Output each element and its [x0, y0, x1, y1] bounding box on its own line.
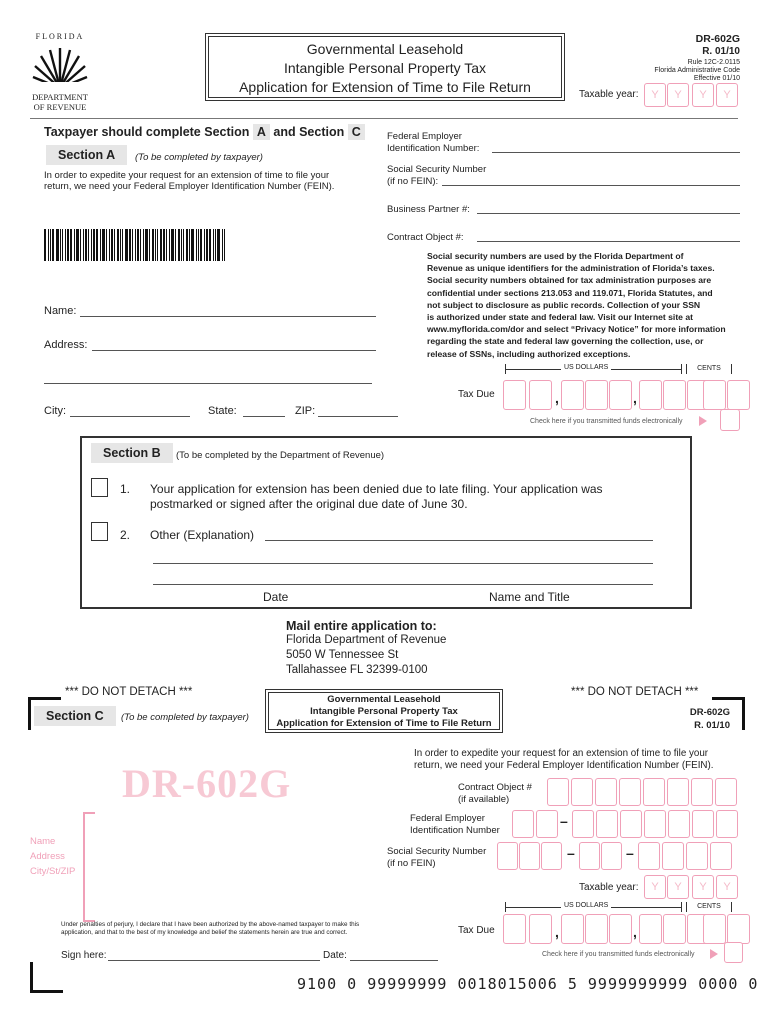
- ssn-notice-line: confidential under sections 213.053 and 119.071, Florida Statutes, and: [427, 287, 713, 298]
- city-state-zip-hint: City/St/ZIP: [30, 866, 76, 877]
- section-a-note: (To be completed by taxpayer): [135, 152, 263, 163]
- dollar-digit-box[interactable]: [639, 914, 662, 944]
- barcode-bar: [163, 229, 165, 261]
- fein-digit-box[interactable]: [620, 810, 642, 838]
- section-c-title-1: Governmental Leasehold: [327, 694, 441, 705]
- taxable-year-box-2[interactable]: Y: [667, 83, 689, 107]
- c-taxable-year-label: Taxable year:: [579, 882, 639, 893]
- ssn-dash: –: [626, 845, 634, 861]
- barcode-bar: [191, 229, 194, 261]
- name-hint: Name: [30, 836, 56, 847]
- barcode-bar: [206, 229, 208, 261]
- fein-expedite-line1: In order to expedite your request for an extension of time to file your: [44, 170, 330, 181]
- date-label: Date: [263, 590, 289, 604]
- form-revision: R. 01/10: [702, 46, 740, 57]
- tax-due-label: Tax Due: [458, 389, 495, 400]
- logo-bottom-text-2: OF REVENUE: [33, 102, 87, 112]
- city-field[interactable]: [70, 416, 190, 417]
- barcode-bar: [85, 229, 87, 261]
- item-2-label: Other (Explanation): [150, 528, 255, 542]
- dollar-digit-box[interactable]: [639, 380, 662, 410]
- barcode-bar: [60, 229, 61, 261]
- section-c-title-box: [265, 689, 503, 733]
- ssn-notice-line: not subject to disclosure as public records. Collection of your SSN: [427, 299, 701, 310]
- dollar-digit-box[interactable]: [663, 380, 686, 410]
- logo-top-text: FLORIDA: [35, 32, 85, 41]
- barcode-bar: [181, 229, 182, 261]
- zip-label: ZIP:: [295, 405, 316, 417]
- barcode-bar: [189, 229, 190, 261]
- barcode-bar: [96, 229, 98, 261]
- ssn-boxes: [497, 842, 742, 870]
- name-title-label: Name and Title: [489, 590, 570, 604]
- dollar-digit-box[interactable]: [585, 914, 608, 944]
- barcode-bar: [169, 229, 170, 261]
- cents-digit-box[interactable]: [727, 380, 750, 410]
- effective-date: Effective 01/10: [693, 75, 740, 82]
- ssn-digit-box[interactable]: [519, 842, 540, 870]
- dollar-digit-box[interactable]: [663, 914, 686, 944]
- thousands-separator: ,: [633, 390, 637, 406]
- ssn-digit-box[interactable]: [662, 842, 684, 870]
- barcode-bar: [152, 229, 154, 261]
- business-partner-label: Business Partner #:: [387, 204, 470, 215]
- ssn-notice-line: Social security numbers obtained for tax administration purposes are: [427, 275, 712, 286]
- fein-field[interactable]: [492, 152, 740, 153]
- barcode-bar: [88, 229, 89, 261]
- c-date-label: Date:: [323, 950, 347, 961]
- address-bracket: [83, 812, 95, 922]
- logo-bottom-text-1: DEPARTMENT: [32, 92, 88, 102]
- explanation-field-2[interactable]: [153, 563, 653, 564]
- barcode-bar: [183, 229, 184, 261]
- fein-digit-box[interactable]: [716, 810, 738, 838]
- ssn-digit-box[interactable]: [579, 842, 600, 870]
- c-tax-due-boxes: [503, 914, 743, 946]
- dollar-digit-box[interactable]: [609, 914, 632, 944]
- barcode-bar: [132, 229, 133, 261]
- contract-object-digit-box[interactable]: [547, 778, 569, 806]
- item-1-number: 1.: [120, 482, 131, 496]
- section-c-form-number: DR-602G: [689, 707, 730, 718]
- ssn-notice-line: Social security numbers are used by the Florida Department of: [427, 251, 684, 261]
- fein-digit-box[interactable]: [572, 810, 594, 838]
- us-dollars-label: US DOLLARS: [561, 364, 611, 371]
- dollar-digit-box[interactable]: [529, 380, 552, 410]
- thousands-separator: ,: [555, 924, 559, 940]
- barcode-bar: [196, 229, 197, 261]
- do-not-detach-left: *** DO NOT DETACH ***: [65, 686, 193, 698]
- c-ssn-label-2: (if no FEIN): [387, 858, 436, 869]
- fein-label-2: Identification Number:: [387, 143, 480, 154]
- state-field[interactable]: [243, 416, 285, 417]
- barcode-bar: [91, 229, 92, 261]
- ssn-notice-line: is authorized under state and federal law. Visit our Internet site at: [427, 312, 693, 323]
- form-title-line2: Intangible Personal Property Tax: [283, 60, 487, 76]
- item-1-line-1: Your application for extension has been denied due to late filing. Your application was: [150, 482, 603, 496]
- c-fein-label-1: Federal Employer: [410, 813, 485, 824]
- section-c-expedite-1: In order to expedite your request for an extension of time to file your: [414, 748, 709, 759]
- barcode-bar: [140, 229, 141, 261]
- barcode-bar: [83, 229, 84, 261]
- barcode-bar: [155, 229, 156, 261]
- taxable-year-box-4[interactable]: Y: [716, 83, 738, 107]
- barcode-bar: [175, 229, 176, 261]
- dollar-digit-box[interactable]: [609, 380, 632, 410]
- mail-heading: Mail entire application to:: [286, 619, 437, 633]
- cents-digit-box[interactable]: [703, 914, 726, 944]
- address-field[interactable]: [92, 350, 376, 351]
- barcode-bar: [80, 229, 81, 261]
- section-c-note: (To be completed by taxpayer): [121, 712, 249, 723]
- address-hint: Address: [30, 851, 65, 862]
- contract-object-digit-box[interactable]: [715, 778, 737, 806]
- barcode-bar: [109, 229, 110, 261]
- arrow-icon: [699, 416, 707, 426]
- barcode-bar: [120, 229, 121, 261]
- barcode-bar: [160, 229, 162, 261]
- fein-dash: –: [560, 813, 568, 829]
- item-1-line-2: postmarked or signed after the original due date of June 30.: [150, 497, 468, 511]
- ssn-dash: –: [567, 845, 575, 861]
- c-taxable-year-box-2[interactable]: Y: [667, 875, 689, 899]
- barcode-bar: [145, 229, 148, 261]
- c-taxable-year-box-3[interactable]: Y: [692, 875, 714, 899]
- fein-digit-box[interactable]: [644, 810, 666, 838]
- ssn-privacy-notice: [427, 250, 742, 360]
- dr602g-watermark: DR-602G: [122, 761, 292, 806]
- barcode-bar: [137, 229, 139, 261]
- barcode-bar: [56, 229, 59, 261]
- barcode-bar: [125, 229, 128, 261]
- barcode-bar: [129, 229, 131, 261]
- us-dollars-bracket: [505, 364, 682, 374]
- c-us-dollars-bracket: [505, 902, 682, 912]
- barcode-bar: [198, 229, 199, 261]
- ssn-digit-box[interactable]: [497, 842, 518, 870]
- ocr-scanline: 9100 0 99999999 0018015006 5 9999999999 0000 0: [297, 975, 759, 993]
- c-cents-label: CENTS: [697, 903, 721, 910]
- barcode-bar: [209, 229, 211, 261]
- barcode-bar: [157, 229, 158, 261]
- barcode-bar: [76, 229, 79, 261]
- barcode-bar: [166, 229, 167, 261]
- fein-label-1: Federal Employer: [387, 131, 462, 142]
- sign-here-label: Sign here:: [61, 950, 107, 961]
- barcode-bar: [65, 229, 66, 261]
- address-label: Address:: [44, 339, 88, 351]
- c-ssn-label-1: Social Security Number: [387, 846, 487, 857]
- barcode-bar: [44, 229, 46, 261]
- c-contract-object-label-1: Contract Object #: [458, 782, 532, 793]
- c-check-here-electronic: Check here if you transmitted funds electronically: [542, 951, 695, 958]
- section-b-badge: Section B: [91, 443, 173, 463]
- barcode-bar: [52, 229, 54, 261]
- contract-object-digit-box[interactable]: [643, 778, 665, 806]
- complete-sections-instruction: Taxpayer should complete Section A and Section C: [44, 125, 365, 139]
- state-label: State:: [208, 405, 237, 417]
- check-here-electronic: Check here if you transmitted funds electronically: [530, 418, 683, 425]
- barcode-bar: [111, 229, 113, 261]
- c-tax-due-label: Tax Due: [458, 925, 495, 936]
- barcode-bar: [74, 229, 75, 261]
- ssn-field[interactable]: [442, 185, 740, 186]
- ssn-digit-box[interactable]: [601, 842, 622, 870]
- ssn-notice-line: www.myflorida.com/dor and select “Privacy Notice” for more information: [427, 324, 726, 335]
- fein-digit-box[interactable]: [668, 810, 690, 838]
- dollar-digit-box[interactable]: [503, 914, 526, 944]
- c-electronic-funds-checkbox[interactable]: [724, 942, 743, 963]
- barcode-bar: [102, 229, 105, 261]
- explanation-field-1[interactable]: [265, 540, 653, 541]
- c-taxable-year-box-1[interactable]: Y: [644, 875, 666, 899]
- barcode-bar: [106, 229, 107, 261]
- dollar-digit-box[interactable]: [503, 380, 526, 410]
- barcode-bar: [186, 229, 188, 261]
- section-a-badge: Section A: [46, 145, 127, 165]
- section-c-revision: R. 01/10: [694, 720, 730, 731]
- rule-citation: Rule 12C-2.0115: [687, 59, 740, 66]
- section-b-note: (To be completed by the Department of Revenue): [176, 450, 385, 461]
- ssn-notice-line: release of SSNs, including authorized exceptions.: [427, 348, 631, 359]
- taxable-year-box-1[interactable]: Y: [644, 83, 666, 107]
- barcode-bar: [213, 229, 214, 261]
- thousands-separator: ,: [633, 924, 637, 940]
- section-c-badge: Section C: [34, 706, 116, 726]
- city-label: City:: [44, 405, 66, 417]
- c-contract-object-label-2: (if available): [458, 794, 510, 805]
- cents-digit-box[interactable]: [727, 914, 750, 944]
- barcode-bar: [135, 229, 136, 261]
- do-not-detach-right: *** DO NOT DETACH ***: [571, 686, 699, 698]
- c-cents-bracket: [686, 902, 732, 912]
- contract-object-digit-box[interactable]: [571, 778, 593, 806]
- barcode-bar: [215, 229, 216, 261]
- perjury-statement-1: Under penalties of perjury, I declare that I have been authorized by the above-named taxpayer to make this: [61, 921, 360, 928]
- denied-checkbox[interactable]: [91, 478, 108, 497]
- taxable-year-label: Taxable year:: [579, 89, 639, 100]
- barcode-bar: [70, 229, 72, 261]
- item-2-number: 2.: [120, 528, 131, 542]
- barcode-bar: [200, 229, 202, 261]
- ssn-digit-box[interactable]: [710, 842, 732, 870]
- barcode-bar: [149, 229, 150, 261]
- form-title-line1: Governmental Leasehold: [306, 41, 464, 57]
- fein-expedite-line2: return, we need your Federal Employer Identification Number (FEIN).: [44, 181, 335, 192]
- barcode-bar: [222, 229, 223, 261]
- thousands-separator: ,: [555, 390, 559, 406]
- barcode-bar: [50, 229, 51, 261]
- ssn-label-1: Social Security Number: [387, 164, 487, 175]
- zip-field[interactable]: [318, 416, 398, 417]
- c-taxable-year-box-4[interactable]: Y: [716, 875, 738, 899]
- fein-digit-box[interactable]: [512, 810, 534, 838]
- c-arrow-icon: [710, 949, 718, 959]
- barcode-bar: [93, 229, 95, 261]
- dollar-digit-box[interactable]: [561, 380, 584, 410]
- barcode-bar: [178, 229, 180, 261]
- ssn-digit-box[interactable]: [541, 842, 562, 870]
- dollar-digit-box[interactable]: [529, 914, 552, 944]
- cents-label: CENTS: [697, 365, 721, 372]
- name-field[interactable]: [80, 316, 376, 317]
- cents-bracket: [686, 364, 732, 374]
- fein-digit-box[interactable]: [536, 810, 558, 838]
- electronic-funds-checkbox[interactable]: [720, 409, 740, 431]
- fein-digit-box[interactable]: [692, 810, 714, 838]
- barcode-bar: [204, 229, 205, 261]
- ssn-notice-line: regarding the state and federal law governing the collection, use, or: [427, 336, 704, 347]
- mail-line-2: 5050 W Tennessee St: [286, 649, 399, 661]
- mail-line-3: Tallahassee FL 32399-0100: [286, 664, 428, 676]
- barcode-bar: [224, 229, 225, 261]
- c-us-dollars-label: US DOLLARS: [561, 902, 611, 909]
- dollar-digit-box[interactable]: [585, 380, 608, 410]
- admin-code: Florida Administrative Code: [654, 67, 740, 74]
- ssn-notice-line: Revenue as unique identifiers for the administration of Florida’s taxes.: [427, 263, 715, 274]
- business-partner-field[interactable]: [477, 213, 740, 214]
- barcode-bar: [62, 229, 63, 261]
- header-divider: [30, 118, 738, 119]
- dollar-digit-box[interactable]: [561, 914, 584, 944]
- other-checkbox[interactable]: [91, 522, 108, 541]
- contract-object-digit-box[interactable]: [595, 778, 617, 806]
- barcode-bar: [100, 229, 101, 261]
- barcode-bar: [48, 229, 49, 261]
- contract-object-digit-box[interactable]: [619, 778, 641, 806]
- barcode-bar: [217, 229, 220, 261]
- ssn-digit-box[interactable]: [686, 842, 708, 870]
- perjury-statement-2: application, and that to the best of my knowledge and belief the statements herein are true and correct.: [61, 929, 348, 936]
- cents-digit-box[interactable]: [703, 380, 726, 410]
- barcode-bar: [143, 229, 144, 261]
- contract-object-digit-box[interactable]: [667, 778, 689, 806]
- contract-object-field[interactable]: [477, 241, 740, 242]
- section-c-expedite-2: return, we need your Federal Employer Identification Number (FEIN).: [414, 760, 714, 771]
- c-fein-label-2: Identification Number: [410, 825, 500, 836]
- corner-mark-bottom-left: [30, 962, 63, 993]
- signature-field[interactable]: [108, 960, 320, 961]
- sunburst-icon: [32, 44, 88, 90]
- form-title-box: [205, 33, 565, 101]
- dor-logo: [28, 32, 92, 112]
- section-c-title-3: Application for Extension of Time to File Return: [276, 718, 492, 729]
- explanation-field-3[interactable]: [153, 584, 653, 585]
- barcode-bar: [117, 229, 119, 261]
- name-label: Name:: [44, 305, 77, 317]
- mail-line-1: Florida Department of Revenue: [286, 634, 447, 646]
- fein-boxes: [512, 810, 742, 838]
- contract-object-boxes: [547, 778, 742, 806]
- tax-due-boxes: [503, 380, 743, 412]
- barcode-bar: [122, 229, 123, 261]
- contract-object-digit-box[interactable]: [691, 778, 713, 806]
- barcode-bar: [114, 229, 115, 261]
- form-title-line3: Application for Extension of Time to File Return: [239, 79, 531, 95]
- c-date-field[interactable]: [350, 960, 438, 961]
- barcode: [44, 229, 226, 263]
- barcode-bar: [171, 229, 174, 261]
- barcode-bar: [67, 229, 69, 261]
- fein-digit-box[interactable]: [596, 810, 618, 838]
- ssn-label-2: (if no FEIN):: [387, 176, 439, 187]
- address-field-2[interactable]: [44, 383, 372, 384]
- taxable-year-box-3[interactable]: Y: [692, 83, 714, 107]
- section-c-title-2: Intangible Personal Property Tax: [310, 706, 458, 717]
- contract-object-label: Contract Object #:: [387, 232, 464, 243]
- ssn-digit-box[interactable]: [638, 842, 660, 870]
- form-number: DR-602G: [695, 33, 740, 45]
